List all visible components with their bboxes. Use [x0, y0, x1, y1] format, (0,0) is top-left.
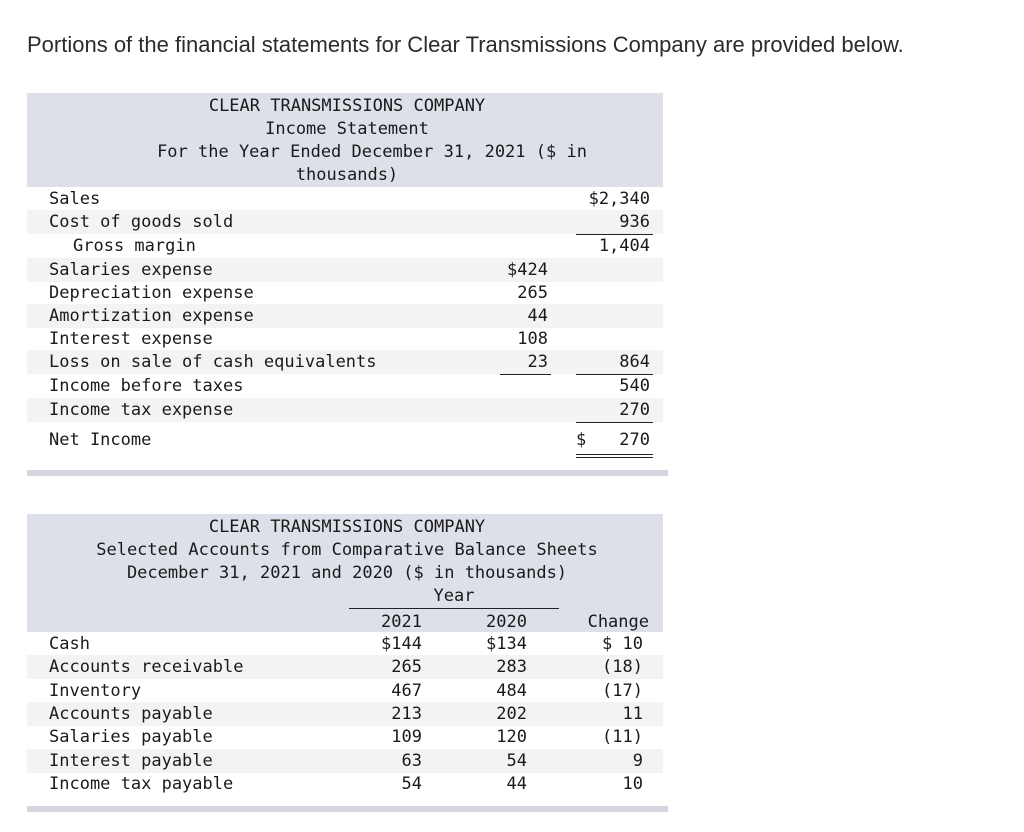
- amount-interest: 108: [517, 329, 548, 349]
- balance-title: Selected Accounts from Comparative Balance Sheets: [96, 540, 598, 560]
- balance-row: [27, 725, 663, 749]
- row-loss: [27, 350, 663, 374]
- row-gross: [27, 234, 663, 258]
- intro-text: Portions of the financial statements for Clear Transmissions Company are provided below.: [27, 32, 904, 57]
- row-ibt: [27, 374, 663, 398]
- label-depreciation: Depreciation expense: [49, 283, 254, 303]
- total-loss: 864: [619, 352, 650, 372]
- income-title: Income Statement: [265, 119, 429, 139]
- balance-label: Cash: [49, 634, 90, 654]
- balance-value-2020: $134: [486, 634, 527, 654]
- total-tax: 270: [619, 400, 650, 420]
- balance-change: (17): [602, 680, 643, 701]
- balance-sheet: [27, 514, 663, 816]
- label-amortization: Amortization expense: [49, 306, 254, 326]
- balance-row: [27, 749, 663, 773]
- balance-change: 9: [632, 750, 643, 771]
- balance-value-2021: 109: [391, 727, 422, 748]
- balance-value-2020: 120: [496, 727, 527, 748]
- balance-period: December 31, 2021 and 2020 ($ in thousands): [126, 563, 568, 583]
- row-tax: [27, 398, 663, 422]
- income-bottom-bar: [27, 470, 668, 476]
- row-net: [27, 428, 663, 452]
- col-2020: 2020: [486, 612, 527, 632]
- balance-change: 11: [622, 703, 643, 724]
- col-2021: 2021: [381, 612, 422, 632]
- balance-label: Salaries payable: [49, 727, 213, 748]
- balance-value-2021: 54: [401, 773, 422, 794]
- balance-value-2020: 283: [496, 657, 527, 678]
- balance-label: Inventory: [49, 680, 142, 701]
- label-interest: Interest expense: [49, 329, 213, 349]
- year-label: Year: [433, 586, 475, 606]
- dollar-net: $: [576, 430, 587, 450]
- balance-change: 10: [622, 773, 643, 794]
- amount-amortization: 44: [527, 306, 548, 326]
- row-depreciation: [27, 281, 663, 305]
- label-cogs: Cost of goods sold: [49, 212, 234, 232]
- balance-bottom-bar: [27, 806, 668, 812]
- row-cogs: [27, 210, 663, 234]
- balance-value-2021: 265: [391, 657, 422, 678]
- balance-value-2020: 202: [496, 703, 527, 724]
- year-underline: [349, 608, 559, 609]
- balance-row: [27, 632, 663, 656]
- balance-value-2021: 63: [401, 750, 422, 771]
- balance-value-2021: 467: [391, 680, 422, 701]
- balance-label: Interest payable: [49, 750, 213, 771]
- balance-row: [27, 702, 663, 726]
- label-sales: Sales: [49, 189, 101, 209]
- double-underline-net-1: [576, 454, 653, 455]
- total-gross: 1,404: [598, 236, 650, 256]
- balance-label: Income tax payable: [49, 773, 234, 794]
- label-net: Net Income: [49, 430, 152, 450]
- total-cogs: 936: [619, 212, 650, 232]
- balance-change: (11): [602, 727, 643, 748]
- balance-value-2020: 54: [506, 750, 527, 771]
- total-ibt: 540: [619, 376, 650, 396]
- balance-company: CLEAR TRANSMISSIONS COMPANY: [208, 517, 486, 537]
- amount-salaries: $424: [507, 260, 548, 280]
- total-sales: $2,340: [588, 189, 650, 209]
- label-tax: Income tax expense: [49, 400, 234, 420]
- balance-row: [27, 655, 663, 679]
- row-interest: [27, 327, 663, 351]
- row-salaries: [27, 258, 663, 282]
- row-sales: [27, 187, 663, 211]
- balance-row: [27, 679, 663, 703]
- label-ibt: Income before taxes: [49, 376, 244, 396]
- amount-depreciation: 265: [517, 283, 548, 303]
- income-company: CLEAR TRANSMISSIONS COMPANY: [208, 96, 486, 116]
- balance-value-2021: 213: [391, 703, 422, 724]
- balance-value-2020: 44: [506, 773, 527, 794]
- underline-tax: [576, 422, 653, 423]
- label-loss: Loss on sale of cash equivalents: [49, 352, 377, 372]
- balance-change: $ 10: [602, 634, 643, 654]
- total-net: 270: [619, 430, 650, 450]
- income-statement: [27, 93, 663, 479]
- income-period-line1: For the Year Ended December 31, 2021 ($ in: [157, 142, 587, 162]
- balance-label: Accounts receivable: [49, 657, 244, 678]
- amount-loss: 23: [527, 352, 548, 372]
- col-change: Change: [587, 612, 649, 632]
- balance-label: Accounts payable: [49, 703, 213, 724]
- label-gross: Gross margin: [73, 236, 196, 256]
- income-period-line2: thousands): [295, 165, 399, 185]
- balance-row: [27, 772, 663, 796]
- double-underline-net-2: [576, 457, 653, 458]
- label-salaries: Salaries expense: [49, 260, 213, 280]
- row-amortization: [27, 304, 663, 328]
- balance-change: (18): [602, 657, 643, 678]
- balance-value-2020: 484: [496, 680, 527, 701]
- balance-value-2021: $144: [381, 634, 422, 654]
